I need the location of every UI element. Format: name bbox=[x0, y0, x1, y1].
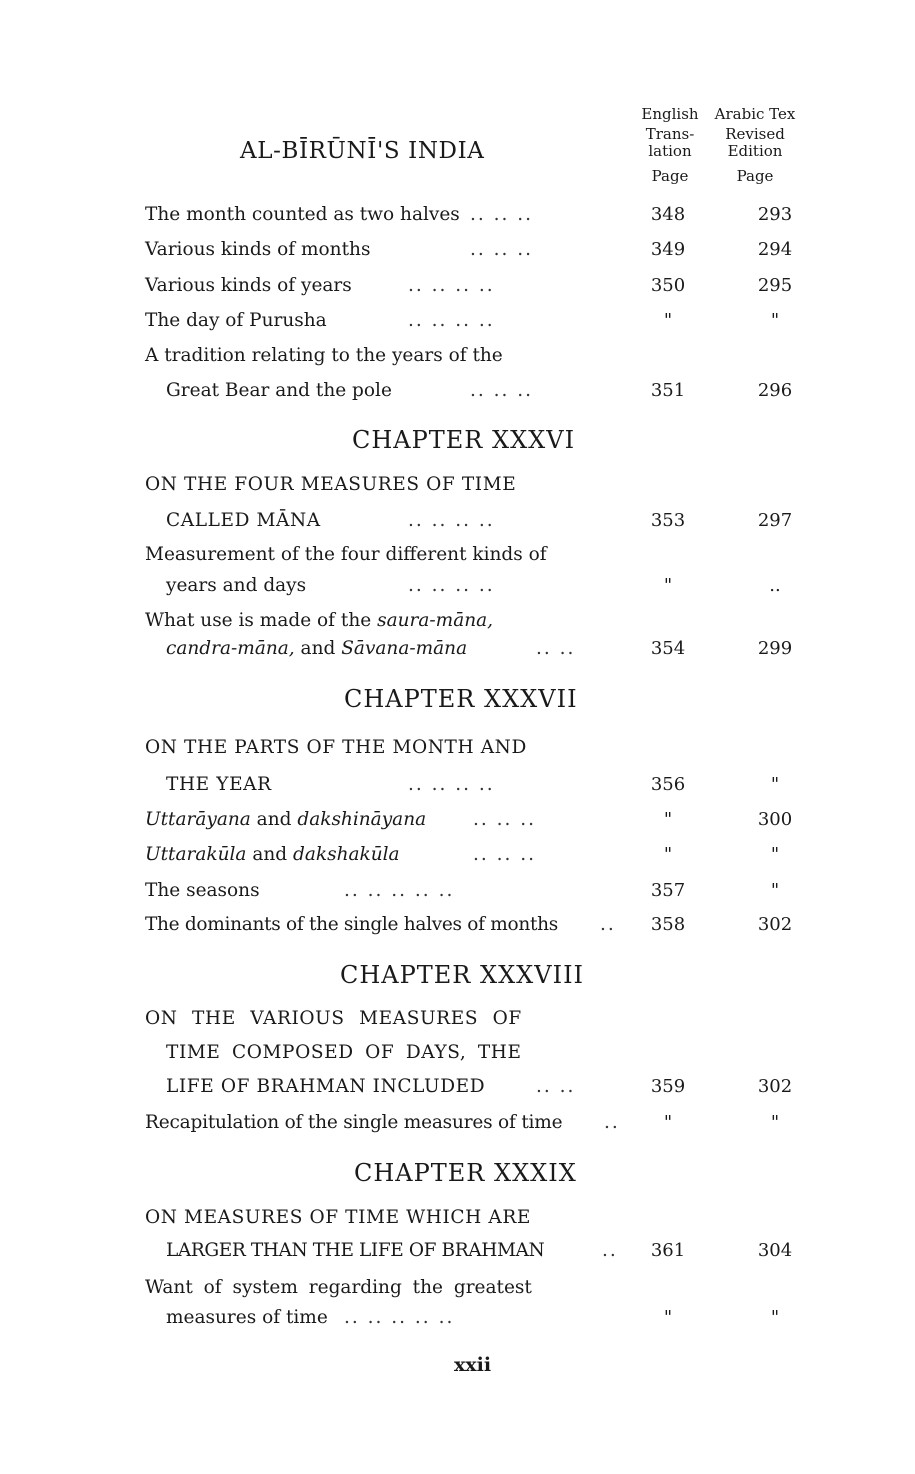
toc-entry-text-continued: Great Bear and the pole bbox=[166, 380, 392, 401]
toc-entry-text bbox=[145, 845, 400, 865]
leader-dots: .. .. .. .. .. bbox=[344, 880, 455, 901]
toc-entry-text: Various kinds of years bbox=[145, 275, 352, 296]
english-page-number: 353 bbox=[650, 510, 686, 531]
chapter-heading: CHAPTER XXXVI bbox=[352, 426, 576, 454]
column-header-arabic-text-page bbox=[707, 104, 803, 186]
arabic-page-number: 299 bbox=[757, 638, 793, 659]
leader-dots: .. bbox=[600, 914, 616, 935]
english-page-number: 350 bbox=[650, 275, 686, 296]
english-page-number: " bbox=[663, 1112, 673, 1133]
leader-dots: .. bbox=[604, 1112, 620, 1133]
leader-dots: .. .. .. bbox=[470, 239, 534, 260]
entry-text-roman: and bbox=[294, 638, 342, 659]
arabic-page-number: 302 bbox=[757, 1076, 793, 1097]
leader-dots: .. .. .. bbox=[470, 380, 534, 401]
toc-entry-text-continued: years and days bbox=[166, 575, 307, 596]
arabic-page-number: 297 bbox=[757, 510, 793, 531]
english-page-number: 354 bbox=[650, 638, 686, 659]
entry-text-roman: and bbox=[250, 809, 298, 830]
leader-dots: .. .. .. .. bbox=[408, 310, 495, 331]
toc-entry-text: ON THE FOUR MEASURES OF TIME bbox=[145, 474, 517, 495]
english-page-number: " bbox=[663, 809, 673, 830]
english-page-number: 361 bbox=[650, 1240, 686, 1261]
page-title: AL-BĪRŪNĪ'S INDIA bbox=[240, 138, 485, 164]
toc-entry-text: The dominants of the single halves of months bbox=[145, 914, 558, 935]
arabic-page-number: " bbox=[770, 1307, 780, 1328]
chapter-heading: CHAPTER XXXIX bbox=[354, 1159, 577, 1187]
leader-dots: .. .. bbox=[536, 1076, 576, 1097]
toc-entry-text: Various kinds of months bbox=[145, 239, 371, 260]
entry-text-italic: dakshināyana bbox=[297, 809, 427, 830]
arabic-page-number: 294 bbox=[757, 239, 793, 260]
arabic-page-number: 302 bbox=[757, 914, 793, 935]
arabic-page-number: " bbox=[770, 1112, 780, 1133]
toc-entry-text-continued: THE YEAR bbox=[166, 774, 272, 795]
toc-entry-text bbox=[145, 611, 493, 631]
leader-dots: .. .. .. .. bbox=[408, 575, 495, 596]
arabic-page-number: 304 bbox=[757, 1240, 793, 1261]
column-header-line: Arabic Tex bbox=[714, 105, 796, 123]
leader-dots: .. .. .. .. .. bbox=[344, 1307, 455, 1328]
english-page-number: " bbox=[663, 310, 673, 331]
english-page-number: 358 bbox=[650, 914, 686, 935]
column-header-line: Page bbox=[736, 167, 774, 185]
entry-text-italic: Uttarakūla bbox=[145, 844, 247, 865]
entry-text-italic: candra-māna, bbox=[166, 638, 295, 659]
english-page-number: 359 bbox=[650, 1076, 686, 1097]
leader-dots: .. .. bbox=[536, 638, 576, 659]
toc-entry-text: The seasons bbox=[145, 880, 260, 901]
toc-entry-text-continued: TIME COMPOSED OF DAYS, THE bbox=[166, 1042, 522, 1063]
arabic-page-number: 296 bbox=[757, 380, 793, 401]
column-header-line: English bbox=[641, 105, 699, 123]
toc-entry-text: The month counted as two halves bbox=[145, 204, 460, 225]
arabic-page-number: " bbox=[770, 774, 780, 795]
english-page-number: 349 bbox=[650, 239, 686, 260]
arabic-page-number: .. bbox=[769, 575, 781, 596]
entry-text-roman: and bbox=[246, 844, 293, 865]
leader-dots: .. .. .. .. bbox=[408, 275, 495, 296]
leader-dots: .. .. .. .. bbox=[408, 510, 495, 531]
toc-entry-text: ON THE VARIOUS MEASURES OF bbox=[145, 1008, 522, 1029]
column-header-line: Edition bbox=[727, 142, 783, 160]
leader-dots: .. .. .. bbox=[473, 844, 537, 865]
entry-text-italic: Uttarāyana bbox=[145, 809, 251, 830]
entry-text-roman: What use is made of the bbox=[145, 610, 378, 631]
toc-entry-text: Recapitulation of the single measures of time bbox=[145, 1112, 563, 1133]
entry-text-italic: saura-māna, bbox=[377, 610, 494, 631]
toc-entry-text: Measurement of the four different kinds of bbox=[145, 544, 547, 565]
column-header-line: Revised bbox=[725, 125, 785, 143]
toc-entry-text: The day of Purusha bbox=[145, 310, 327, 331]
arabic-page-number: 293 bbox=[757, 204, 793, 225]
toc-entry-text-continued bbox=[166, 639, 467, 659]
toc-entry-text-continued: LIFE OF BRAHMAN INCLUDED bbox=[166, 1076, 486, 1097]
leader-dots: .. .. .. .. bbox=[408, 774, 495, 795]
column-header-line: Page bbox=[651, 167, 689, 185]
toc-entry-text: ON THE PARTS OF THE MONTH AND bbox=[145, 737, 527, 758]
entry-text-italic: dakshakūla bbox=[293, 844, 400, 865]
toc-entry-text-continued: LARGER THAN THE LIFE OF BRAHMAN bbox=[166, 1240, 545, 1261]
page-number-folio: xxii bbox=[453, 1354, 492, 1376]
arabic-page-number: " bbox=[770, 880, 780, 901]
entry-text-italic: Sāvana-māna bbox=[341, 638, 468, 659]
column-header-line: lation bbox=[648, 142, 692, 160]
english-page-number: 356 bbox=[650, 774, 686, 795]
toc-entry-text-continued: CALLED MĀNA bbox=[166, 510, 321, 531]
column-header-line: Trans- bbox=[645, 125, 695, 143]
toc-entry-text: Want of system regarding the greatest bbox=[145, 1277, 532, 1298]
toc-entry-text bbox=[145, 810, 426, 830]
leader-dots: .. .. .. bbox=[473, 809, 537, 830]
arabic-page-number: " bbox=[770, 844, 780, 865]
arabic-page-number: " bbox=[770, 310, 780, 331]
english-page-number: 351 bbox=[650, 380, 686, 401]
arabic-page-number: 295 bbox=[757, 275, 793, 296]
english-page-number: " bbox=[663, 1307, 673, 1328]
leader-dots: .. .. .. bbox=[470, 204, 534, 225]
english-page-number: 348 bbox=[650, 204, 686, 225]
column-header-english-translation-page bbox=[622, 104, 718, 186]
arabic-page-number: 300 bbox=[757, 809, 793, 830]
toc-entry-text-continued: measures of time bbox=[166, 1307, 328, 1328]
chapter-heading: CHAPTER XXXVIII bbox=[340, 961, 585, 989]
english-page-number: 357 bbox=[650, 880, 686, 901]
leader-dots: .. bbox=[602, 1240, 618, 1261]
english-page-number: " bbox=[663, 575, 673, 596]
toc-entry-text: A tradition relating to the years of the bbox=[145, 345, 503, 366]
chapter-heading: CHAPTER XXXVII bbox=[344, 685, 578, 713]
english-page-number: " bbox=[663, 844, 673, 865]
toc-entry-text: ON MEASURES OF TIME WHICH ARE bbox=[145, 1207, 531, 1228]
